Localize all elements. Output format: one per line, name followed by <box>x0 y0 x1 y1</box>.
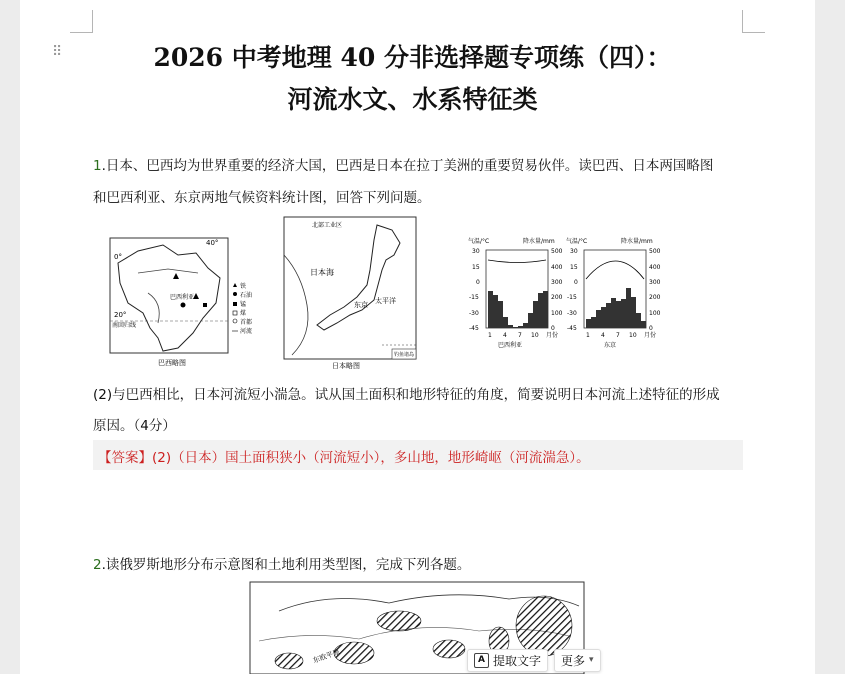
page-corner-mark <box>70 10 93 33</box>
month-tick: 1 <box>586 332 590 339</box>
legend-oil: 石油 <box>240 292 253 299</box>
precip-tick: 0 <box>649 325 653 332</box>
precip-tick: 100 <box>551 310 563 317</box>
month-tick: 7 <box>616 332 620 339</box>
document-title-line1: 2026 中考地理 40 分非选择题专项练（四）： <box>153 43 672 72</box>
brazil-legend-list <box>232 280 262 340</box>
japan-sea-label: 日本海 <box>310 268 334 277</box>
precip-tick: 500 <box>649 248 661 255</box>
temp-tick: 15 <box>570 264 578 271</box>
q2-stem-text: .读俄罗斯地形分布示意图和土地利用类型图，完成下列各题。 <box>101 557 471 573</box>
brasilia-caption: 巴西利亚 <box>498 342 523 349</box>
extract-text-label: 提取文字 <box>493 653 542 668</box>
brazil-map-figure <box>108 233 233 368</box>
temp-tick: 0 <box>574 279 578 286</box>
q2-number: 2 <box>93 557 102 573</box>
precip-tick: 400 <box>649 264 661 271</box>
q1-answer: 【答案】(2)（日本）国土面积狭小（河流短小），多山地，地形崎岖（河流湍急）。 <box>98 450 590 466</box>
document-title-line2: 河流水文、水系特征类 <box>287 85 538 114</box>
document-page <box>20 0 815 674</box>
precip-tick: 200 <box>649 294 661 301</box>
q1-number: 1 <box>93 158 102 174</box>
q1-stem-line2: 和巴西利亚、东京两地气候资料统计图，回答下列问题。 <box>93 190 431 206</box>
brazil-lat2-label: 20° <box>114 311 127 319</box>
tokyo-caption: 东京 <box>604 342 617 349</box>
brazil-tropic-label: 南回归线 <box>112 322 137 329</box>
legend-coal: 煤 <box>240 310 247 317</box>
month-tick: 4 <box>601 332 605 339</box>
month-axis-label: 月份 <box>546 332 559 339</box>
japan-city-label: 东京 <box>354 301 368 309</box>
brasilia-temp-axis-label: 气温/°C <box>468 238 490 245</box>
japan-ocean-label: 太平洋 <box>375 297 396 305</box>
brazil-lat-label: 0° <box>114 253 122 261</box>
temp-tick: -30 <box>469 310 479 317</box>
temp-tick: 30 <box>570 248 578 255</box>
legend-iron: 铁 <box>240 283 247 290</box>
month-tick: 7 <box>518 332 522 339</box>
q1-sub-line2: 原因。（4分） <box>93 418 176 434</box>
chevron-down-icon: ▾ <box>589 655 594 665</box>
temp-tick: -30 <box>567 310 577 317</box>
page-corner-mark <box>742 10 765 33</box>
temp-tick: -15 <box>567 294 577 301</box>
temp-tick: 30 <box>472 248 480 255</box>
ocr-icon: A <box>474 653 489 668</box>
q1-sub-line1: (2)与巴西相比，日本河流短小湍急。试从国土面积和地形特征的角度，简要说明日本河流上述特征的形成 <box>93 387 720 403</box>
temp-tick: 0 <box>476 279 480 286</box>
temp-tick: -15 <box>469 294 479 301</box>
drag-handle-icon[interactable]: ⠿ <box>52 44 61 60</box>
precip-tick: 100 <box>649 310 661 317</box>
temp-tick: -45 <box>469 325 479 332</box>
month-axis-label: 月份 <box>644 332 657 339</box>
brasilia-chart <box>468 237 563 349</box>
brazil-map-caption: 巴西略图 <box>158 359 186 367</box>
temp-tick: 15 <box>472 264 480 271</box>
brazil-capital-label: 巴西利亚 <box>170 294 195 301</box>
month-tick: 10 <box>531 332 539 339</box>
brazil-lon-label: 40° <box>206 239 219 247</box>
japan-inset-label: 钓鱼诸岛 <box>394 352 415 358</box>
precip-tick: 200 <box>551 294 563 301</box>
tokyo-temp-axis-label: 气温/°C <box>566 238 588 245</box>
precip-tick: 0 <box>551 325 555 332</box>
russia-plain-label: 东欧平原 <box>311 647 341 665</box>
more-button[interactable] <box>554 649 601 672</box>
japan-map-caption: 日本略图 <box>332 362 360 370</box>
brasilia-precip-axis-label: 降水量/mm <box>523 238 555 245</box>
japan-region-label: 北部工业区 <box>312 222 343 229</box>
q1-stem-line1 <box>93 154 713 174</box>
tokyo-chart <box>566 237 661 349</box>
month-tick: 10 <box>629 332 637 339</box>
legend-river: 河流 <box>240 328 253 335</box>
q1-stem-text: .日本、巴西均为世界重要的经济大国，巴西是日本在拉丁美洲的重要贸易伙伴。读巴西、日本两国略图 <box>101 158 714 174</box>
month-tick: 1 <box>488 332 492 339</box>
more-label: 更多 <box>561 653 586 668</box>
q2-stem <box>93 553 470 573</box>
precip-tick: 300 <box>551 279 563 286</box>
precip-tick: 500 <box>551 248 563 255</box>
tokyo-precip-axis-label: 降水量/mm <box>621 238 653 245</box>
extract-text-button[interactable] <box>467 649 548 672</box>
precip-tick: 400 <box>551 264 563 271</box>
temp-tick: -45 <box>567 325 577 332</box>
climate-charts-figure <box>468 233 668 353</box>
legend-capital: 首都 <box>240 319 253 326</box>
legend-manganese: 锰 <box>240 301 247 308</box>
precip-tick: 300 <box>649 279 661 286</box>
month-tick: 4 <box>503 332 507 339</box>
japan-map-figure <box>282 215 420 370</box>
floating-toolbar <box>467 648 601 672</box>
